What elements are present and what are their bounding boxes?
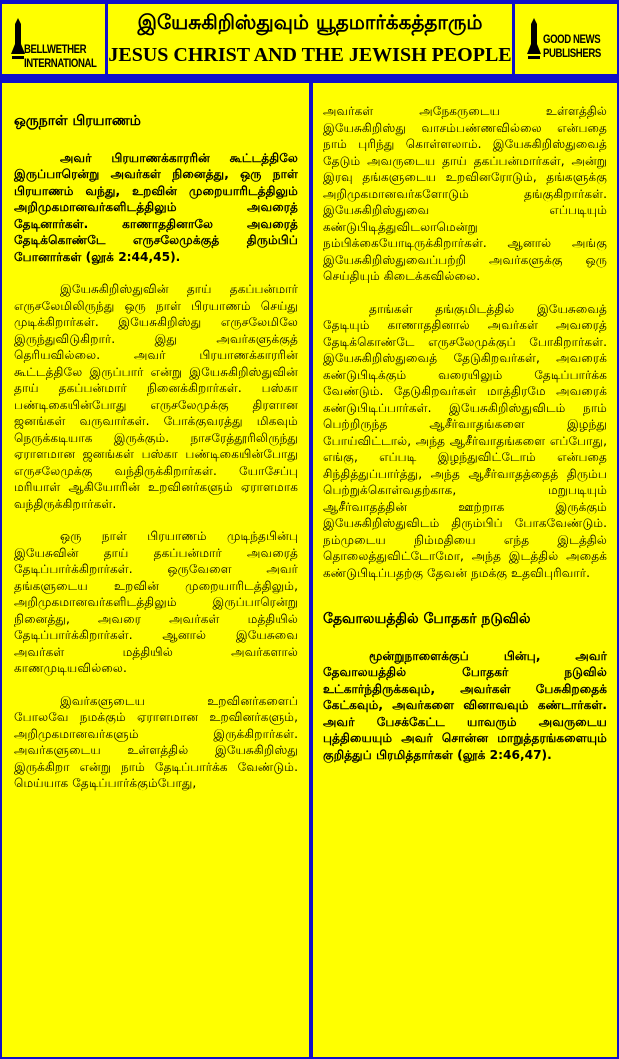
right-column (323, 83, 607, 763)
left-logo-text: BELLWETHER INTERNATIONAL (24, 42, 97, 70)
right-logo-text: GOOD NEWS PUBLISHERS (543, 32, 601, 60)
paragraph: இயேசுகிறிஸ்துவின் தாய் தகப்பன்மார் எருசலேமிலிருந்து ஒரு நாள் பிரயாணம் செய்து முடிக்கிறார்கள். இயேசுகிறிஸ்து எருசலேமிலே இருந்துவிடுகிறார். இது அவர்களுக்குத் தெரியவில்லை. அவர் பிரயாணக்காரரின் கூட்டத்திலே இருப்பார் என்று இயேசுகிறிஸ்துவின் தாய் தகப்பன்மார் நினைக்கிறார்கள். பஸ்கா பண்டிகையின்போது எருசலேமுக்கு திரளான ஜனங்கள் வருவார்கள். போக்குவரத்து மிகவும் நெருக்கடியாக இருக்கும். நாசரேத்தூரிலிருந்து ஏராளமான ஜனங்கள் பஸ்கா பண்டிகையின்போது எருசலேமுக்கு வந்திருக்கிறார்கள். யோசேப்பு மரியாள் ஆகியோரின் உறவினர்களும் ஏராளமாக வந்திருக்கிறார்கள். (14, 282, 298, 511)
paragraph: தாங்கள் தங்குமிடத்தில் இயேசுவைத் தேடியும் காணாததினால் அவர்கள் அவரைத் தேடிக்கொண்டே எருசலேமுக்குப் போகிறார்கள். இயேசுகிறிஸ்துவைத் தேடுகிறவர்கள், அவரைக் கண்டுபிடிக்கும் வரையிலும் தேடிப்பார்க்க வேண்டும். தேடுகிறவர்கள் மாத்திரமே அவரைக் கண்டுபிடிப்பார்கள். இயேசுகிறிஸ்துவிடம் நாம் பெற்றிருந்த ஆசீர்வாதங்களை இழந்து போய்விட்டால், அந்த ஆசீர்வாதங்களை எப்போது, எங்கு, எப்படி இழந்துவிட்டோம் என்பதை சிந்தித்துப்பார்த்து, அந்த ஆசீர்வாதத்தைத் திரும்ப பெற்றுக்கொள்வதற்காக, மறுபடியும் ஆசீர்வாதத்தின் ஊற்றாக இருக்கும் இயேசுகிறிஸ்துவிடம் திரும்பிப் போகவேண்டும். நம்முடைய நிம்மதியை எந்த இடத்தில் தொலைத்துவிட்டோமோ, அந்த இடத்தில் அதைக் கண்டுபிடிப்பதற்கு தேவன் நமக்கு உதவிபுரிவார். (323, 301, 607, 580)
scripture-quote-luke-2-46: மூன்றுநாளைக்குப் பின்பு, அவர் தேவாலயத்தில் போதகர் நடுவில் உட்கார்ந்திருக்கவும், அவர்கள் பேசுகிறதைக் கேட்கவும், அவர்களை வினாவவும் கண்டார்கள். அவர் பேசக்கேட்ட யாவரும் அவருடைய புத்தியையும் அவர் சொன்ன மாறுத்தரங்களையும் குறித்துப் பிரமித்தார்கள் (லூக் 2:46,47). (323, 648, 607, 762)
page-header (0, 0, 619, 78)
section-heading-journey: ஒருநாள் பிரயாணம் (14, 113, 141, 129)
left-column (14, 83, 298, 792)
paragraph: இவர்களுடைய உறவினர்களைப் போலவே நமக்கும் ஏராளமான உறவினர்களும், அறிமுகமானவர்களும் இருக்கிறார்கள். அவர்களுடைய உள்ளத்தில் இயேசுகிறிஸ்து இருக்கிறா என்று நாம் தேடிப்பார்க்க வேண்டும். மெய்யாக தேடிப்பார்க்கும்போது, (14, 693, 298, 790)
column-divider (309, 83, 313, 1059)
scripture-quote-luke-2-44: அவர் பிரயாணக்காரரின் கூட்டத்திலே இருப்பாரென்று அவர்கள் நினைத்து, ஒரு நாள் பிரயாணம் வந்து, உறவின் முறையாரிடத்திலும் அறிமுகமானவர்களிடத்திலும் அவரைத் தேடினார்கள். காணாததினாலே அவரைத் தேடிக்கொண்டே எருசலேமுக்குத் திரும்பிப் போனார்கள் (லூக் 2:44,45). (14, 150, 298, 264)
section-heading-temple: தேவாலயத்தில் போதகர் நடுவில் (323, 611, 531, 627)
paragraph: ஒரு நாள் பிரயாணம் முடிந்தபின்பு இயேசுவின் தாய் தகப்பன்மார் அவரைத் தேடிப்பார்க்கிறார்கள். ஒருவேளை அவர் தங்களுடைய உறவின் முறையாரிடத்திலும், அறிமுகமானவர்களிடத்திலும் இருப்பாரென்று நினைத்து, அவரை அவர்கள் மத்தியில் தேடிப்பார்க்கிறார்கள். ஆனால் இயேசுவை அவர்கள் மத்தியில் அவர்களால் காணமுடியவில்லை. (14, 529, 298, 675)
title-box (108, 0, 512, 78)
good-news-book-icon (525, 14, 543, 64)
good-news-logo (512, 0, 619, 78)
title-tamil: இயேசுகிறிஸ்துவும் யூதமார்க்கத்தாரும் (137, 10, 483, 34)
title-english: JESUS CHRIST AND THE JEWISH PEOPLE (108, 44, 512, 66)
paragraph: அவர்கள் அநேகருடைய உள்ளத்தில் இயேசுகிறிஸ்து வாசம்பண்ணவில்லை என்பதை நாம் புரிந்து கொள்ளலாம். இயேசுகிறிஸ்துவைத் தேடும் அவருடைய தாய் தகப்பன்மார்கள், அன்று இரவு தங்களுடைய உறவினரோடும், தங்களுக்கு அறிமுகமானவர்களோடும் தங்குகிறார்கள். இயேசுகிறிஸ்துவை எப்படியும் கண்டுபிடித்துவிடலாமென்று நம்பிக்கையோடிருக்கிறார்கள். ஆனால் அங்கு இயேசுகிறிஸ்துவைப்பற்றி அவர்களுக்கு ஒரு செய்தியும் கிடைக்கவில்லை. (323, 104, 607, 283)
bellwether-logo (0, 0, 108, 78)
